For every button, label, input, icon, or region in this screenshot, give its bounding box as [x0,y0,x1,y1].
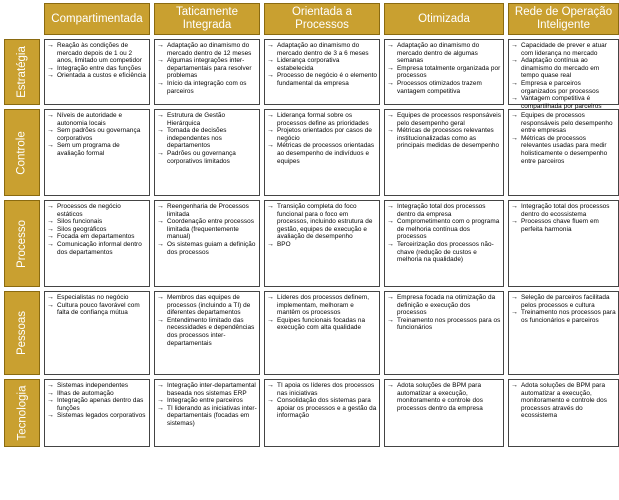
row-header-label: Estratégia [16,46,28,98]
bullet-item: → Processos chave fluem em perfeita harmonia [511,218,616,233]
column-header-otimizada: Otimizada [384,3,504,35]
bullet-list [511,382,616,420]
bullet-item: → Reengenharia de Processos limitada [157,203,257,218]
matrix-cell-controle-3 [264,109,380,196]
bullet-item: → Consolidação dos sistemas para apoiar os processos e a gestão da informação [267,397,377,420]
bullet-item: → Líderes dos processos definem, implementam, melhoram e mantêm os processos [267,294,377,317]
row-header-estrategia [4,39,40,105]
bullet-item: → Projetos orientados por casos de negócio [267,127,377,142]
bullet-item: → Integração apenas dentro das funções [47,397,147,412]
bullet-item: → Liderança formal sobre os processos define as prioridades [267,112,377,127]
bullet-item: → TI liderando as iniciativas inter-departamentais (focadas em sistemas) [157,405,257,428]
matrix-cell-processo-4 [384,200,504,287]
bullet-item: → Os sistemas guiam a definição dos processos [157,241,257,256]
bullet-list [157,112,257,165]
matrix-cell-tecnologia-3 [264,379,380,447]
bullet-item: → Processo de negócio é o elemento fundamental da empresa [267,72,377,87]
matrix-cell-estrategia-2 [154,39,260,105]
matrix-cell-pessoas-1 [44,291,150,375]
matrix-cell-estrategia-1 [44,39,150,105]
bullet-item: → Sem padrões ou governança corporativos [47,127,147,142]
matrix-cell-processo-1 [44,200,150,287]
bullet-item: → Estrutura de Gestão Hierárquica [157,112,257,127]
bullet-item: → Especialistas no negócio [47,294,147,302]
matrix-cell-controle-2 [154,109,260,196]
bullet-item: → Sistemas legados corporativos [47,412,147,420]
bullet-item: → Entendimento limitado das necessidades e dependências dos processos inter-departamentais [157,317,257,347]
bullet-list [387,382,501,412]
bullet-item: → Processos otimizados trazem vantagem competitiva [387,80,501,95]
matrix-cell-tecnologia-4 [384,379,504,447]
bullet-list [387,112,501,150]
bullet-list [511,294,616,324]
bullet-list [511,42,616,110]
bullet-item: → Capacidade de prever e atuar com liderança no mercado [511,42,616,57]
bullet-item: → Processos de negócio estáticos [47,203,147,218]
row-header-label: Tecnologia [16,385,29,441]
bullet-list [47,382,147,420]
bullet-item: → Seleção de parceiros facilitada pelos processos e cultura [511,294,616,309]
bullet-item: → Níveis de autoridade e autonomia locais [47,112,147,127]
matrix-cell-pessoas-3 [264,291,380,375]
matrix-cell-pessoas-2 [154,291,260,375]
row-header-label: Processo [16,219,28,268]
bullet-item: → Equipes funcionais focadas na execução com alta qualidade [267,317,377,332]
bullet-item: → Transição completa do foco funcional para o foco em processos, incluindo estrutura de gestão, equipes de execução e avaliação de desempenho [267,203,377,241]
matrix-cell-estrategia-5 [508,39,619,110]
bullet-item: → Liderança corporativa estabelecida [267,57,377,72]
matrix-cell-tecnologia-5 [508,379,619,447]
bullet-list [47,294,147,317]
bullet-item: → Algumas integrações inter-departamentais para resolver problemas [157,57,257,80]
bullet-list [157,382,257,428]
bullet-item: → Vantagem competitiva é compartilhada por parceiros [511,95,616,110]
bullet-list [157,294,257,347]
bullet-item: → Focada em departamentos [47,233,147,241]
matrix-cell-controle-4 [384,109,504,196]
bullet-item: → Membros das equipes de processos (incluindo a TI) de diferentes departamentos [157,294,257,317]
matrix-cell-pessoas-4 [384,291,504,375]
bullet-list [267,382,377,420]
matrix-corner [4,3,40,35]
bullet-item: → Comprometimento com o programa de melhoria contínua dos processos [387,218,501,241]
bullet-list [387,294,501,332]
bullet-list [267,294,377,332]
bullet-item: → Treinamento nos processos para os funcionários e parceiros [511,309,616,324]
bullet-item: → Equipes de processos responsáveis pelo desempenho entre empresas [511,112,616,135]
bullet-item: → Silos geográficos [47,226,147,234]
bullet-item: → Adota soluções de BPM para automatizar a execução, monitoramento e controle dos processos dentro da empresa [387,382,501,412]
bullet-list [47,42,147,80]
bullet-item: → Comunicação informal dentro dos departamentos [47,241,147,256]
column-header-compartimentada: Compartimentada [44,3,150,35]
matrix-cell-pessoas-5 [508,291,619,375]
bullet-item: → Tomada de decisões independentes nos departamentos [157,127,257,150]
bullet-item: → Silos funcionais [47,218,147,226]
row-header-pessoas [4,291,40,375]
bullet-item: → Orientada a custos e eficiência [47,72,147,80]
bullet-item: → Métricas de processos relevantes institucionalizadas como as principais medidas de desempenho [387,127,501,150]
bullet-list [157,42,257,95]
matrix-cell-processo-5 [508,200,619,287]
row-header-processo [4,200,40,287]
bullet-item: → Reação às condições de mercado depois de 1 ou 2 anos, limitado um competidor [47,42,147,65]
bullet-item: → Integração total dos processos dentro da empresa [387,203,501,218]
maturity-matrix [4,3,616,497]
bullet-item: → Equipes de processos responsáveis pelo desempenho geral [387,112,501,127]
matrix-cell-controle-1 [44,109,150,196]
bullet-item: → Adaptação contínua ao dinamismo do mercado em tempo quase real [511,57,616,80]
bullet-list [387,203,501,264]
bullet-list [267,112,377,165]
bullet-item: → Adaptação ao dinamismo do mercado dentro de 12 meses [157,42,257,57]
bullet-list [47,203,147,256]
matrix-cell-controle-5 [508,109,619,196]
matrix-cell-estrategia-4 [384,39,504,105]
row-header-controle [4,109,40,196]
column-header-rede-de-operacao-inteligente: Rede de Operação Inteligente [508,3,619,35]
column-header-orientada-a-processos: Orientada a Processos [264,3,380,35]
row-header-tecnologia [4,379,40,447]
row-header-label: Controle [16,130,28,175]
bullet-item: → Empresa totalmente organizada por processos [387,65,501,80]
bullet-item: → Adaptação ao dinamismo do mercado dentro de algumas semanas [387,42,501,65]
bullet-item: → Ilhas de automação [47,390,147,398]
bullet-item: → Padrões ou governança corporativos limitados [157,150,257,165]
row-header-label: Pessoas [16,310,29,356]
bullet-list [511,203,616,233]
bullet-item: → Treinamento nos processos para os funcionários [387,317,501,332]
bullet-item: → Integração inter-departamental baseada nos sistemas ERP [157,382,257,397]
bullet-list [387,42,501,95]
matrix-cell-tecnologia-1 [44,379,150,447]
bullet-item: → Empresa e parceiros organizados por processos [511,80,616,95]
bullet-item: → Terceirização dos processos não-chave (redução de custos e melhoria na qualidade) [387,241,501,264]
matrix-cell-estrategia-3 [264,39,380,105]
bullet-item: → Empresa focada na otimização da definição e execução dos processos [387,294,501,317]
matrix-cell-tecnologia-2 [154,379,260,447]
bullet-item: → Início da integração com os parceiros [157,80,257,95]
matrix-cell-processo-2 [154,200,260,287]
bullet-item: → Cultura pouco favorável com falta de confiança mútua [47,302,147,317]
bullet-item: → Sem um programa de avaliação formal [47,142,147,157]
matrix-cell-processo-3 [264,200,380,287]
bullet-item: → Adota soluções de BPM para automatizar a execução, monitoramento e controle dos processos através do ecossistema [511,382,616,420]
bullet-item: → Integração total dos processos dentro do ecossistema [511,203,616,218]
bullet-item: → Sistemas independentes [47,382,147,390]
bullet-item: → Métricas de processos relevantes usadas para medir holisticamente o desempenho entre parceiros [511,135,616,165]
bullet-list [47,112,147,158]
bullet-item: → Integração entre parceiros [157,397,257,405]
bullet-list [157,203,257,256]
column-header-taticamente-integrada: Taticamente Integrada [154,3,260,35]
bullet-list [267,203,377,249]
bullet-item: → Coordenação entre processos limitada (frequentemente manual) [157,218,257,241]
bullet-item: → BPO [267,241,377,249]
bullet-item: → Adaptação ao dinamismo do mercado dentro de 3 a 6 meses [267,42,377,57]
bullet-list [267,42,377,88]
bullet-item: → Métricas de processos orientadas ao desempenho de indivíduos e equipes [267,142,377,165]
bullet-item: → TI apoia os líderes dos processos nas iniciativas [267,382,377,397]
bullet-list [511,112,616,165]
bullet-item: → Integração entre das funções [47,65,147,73]
